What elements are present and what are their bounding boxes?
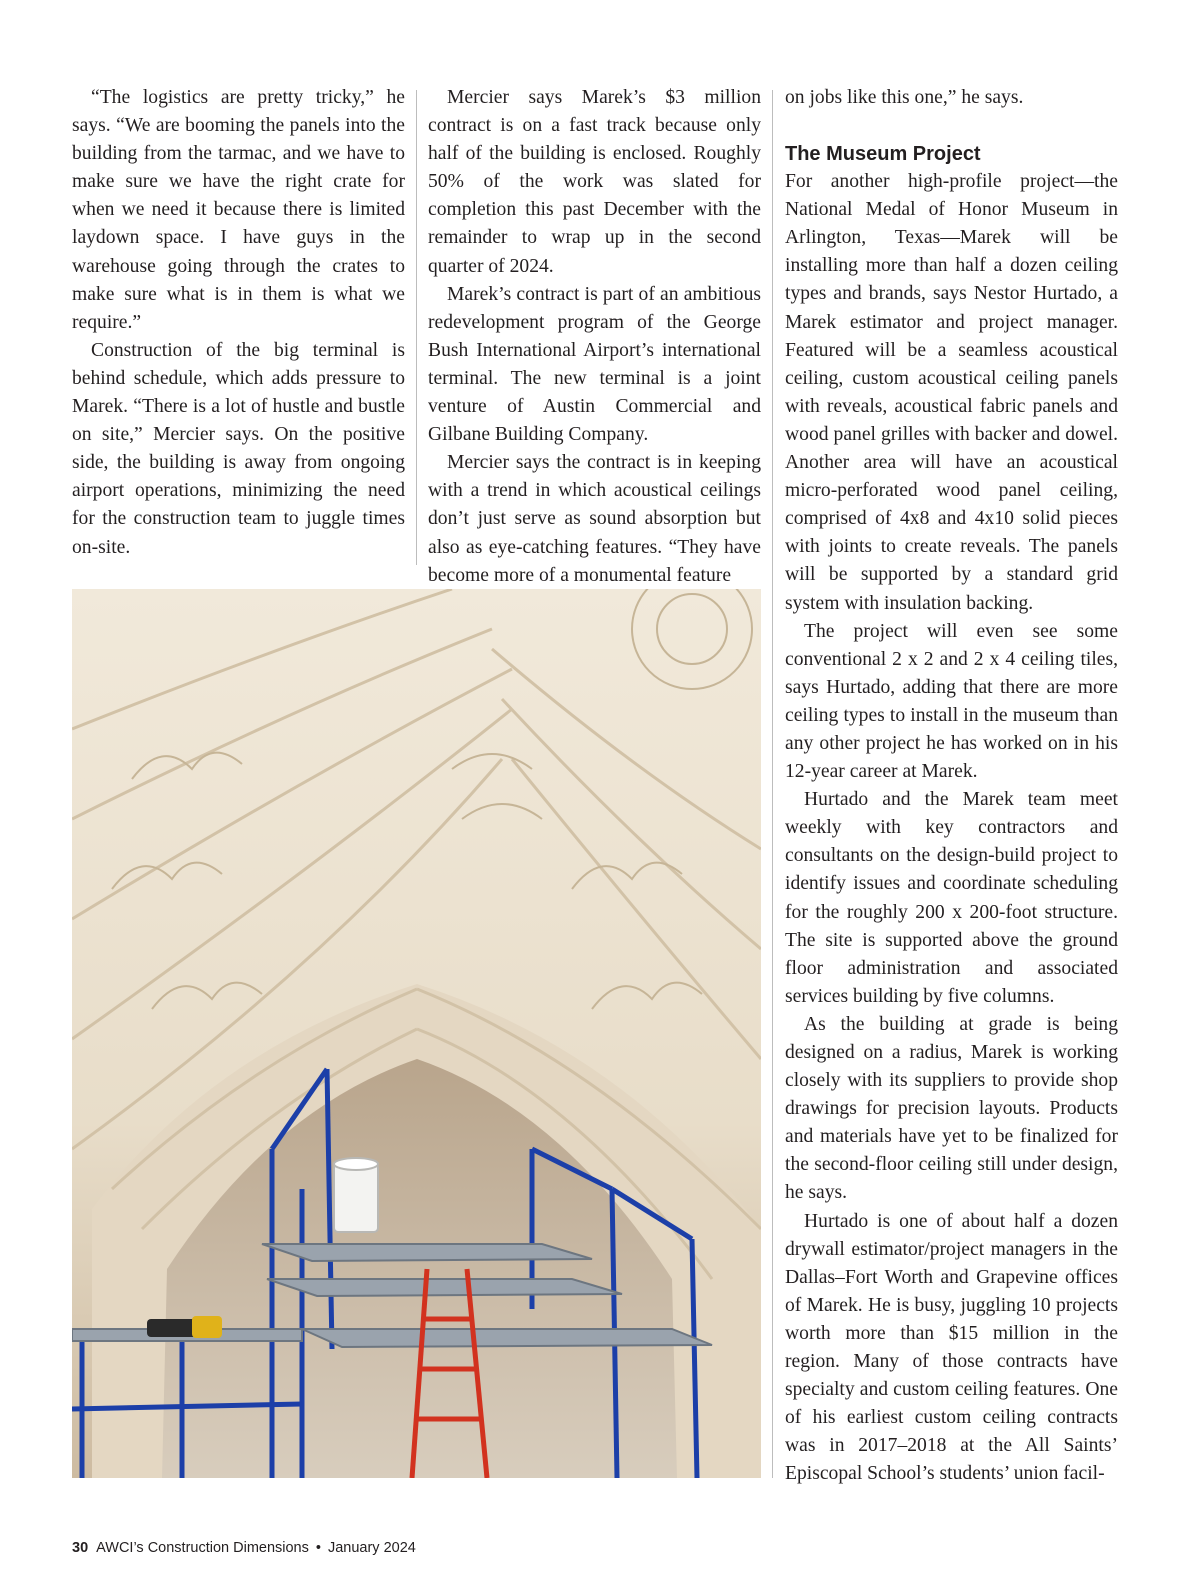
column-divider-right bbox=[772, 90, 773, 1478]
paragraph: Construction of the big terminal is behind schedule, which adds pressure to Marek. “There is a lot of hustle and bustle on site,” Mercier says. On the positive side, the building is away from ongoing airport operations, minimizing the need for the construction team to juggle times on-site. bbox=[72, 339, 405, 558]
article-column-1 bbox=[72, 84, 405, 562]
paragraph-continuation: on jobs like this one,” he says. bbox=[785, 87, 1024, 108]
paint-bucket bbox=[334, 1158, 378, 1232]
paragraph: As the building at grade is being designed on a radius, Marek is working closely with its suppliers to provide shop drawings for precision layouts. Products and materials have yet to be finalized for the second-floor ceiling still under design, he says. bbox=[785, 1013, 1118, 1204]
issue-date: January 2024 bbox=[327, 1540, 416, 1556]
vaulted-ceiling-scaffold-photo bbox=[72, 589, 761, 1478]
paragraph: Mercier says Marek’s $3 million contract is on a fast track because only half of the building is enclosed. Roughly 50% of the work was slated for completion this past December with the remainder to wrap up in the second quarter of 2024. bbox=[428, 87, 761, 277]
section-subhead: The Museum Project bbox=[785, 143, 981, 166]
article-column-2 bbox=[428, 84, 761, 590]
paragraph: Marek’s contract is part of an ambitious redevelopment program of the George Bush International Airport’s international terminal. The new terminal is a joint venture of Austin Commercial and Gilbane Building Company. bbox=[428, 283, 761, 446]
publication-name: AWCI’s Construction Dimensions bbox=[96, 1540, 309, 1556]
paragraph: Mercier says the contract is in keeping with a trend in which acoustical ceilings don’t just serve as sound absorption but also as eye-catching features. “They have become more of a monumental feature bbox=[428, 452, 761, 586]
page-number: 30 bbox=[72, 1540, 89, 1556]
paragraph: For another high-profile project—the National Medal of Honor Museum in Arlington, Texas—Marek will be installing more than half a dozen ceiling types and brands, says Nestor Hurtado, a Marek estimator and project manager. Featured will be a seamless acoustical ceiling, custom acoustical ceiling panels with reveals, acoustical fabric panels and wood panel grilles with backer and dowel. Another area will have an acoustical micro-perforated wood panel ceiling, comprised of 4x8 and 4x10 solid pieces with joints to create reveals. The panels will be supported by a standard grid system with insulation backing. bbox=[785, 171, 1118, 614]
article-column-3 bbox=[785, 84, 1118, 1489]
paragraph: The project will even see some conventional 2 x 2 and 2 x 4 ceiling tiles, says Hurtado, adding that there are more ceiling types to install in the museum than any other project he has worked on in his 12-year career at Marek. bbox=[785, 620, 1118, 783]
page-footer bbox=[72, 1540, 416, 1556]
paragraph: Hurtado and the Marek team meet weekly with key contractors and consultants on the design-build project to identify issues and coordinate scheduling for the roughly 200 x 200-foot structure. The site is supported above the ground floor administration and associated services building by five columns. bbox=[785, 789, 1118, 1007]
footer-separator: • bbox=[315, 1540, 321, 1556]
power-tool bbox=[147, 1316, 222, 1338]
paragraph: Hurtado is one of about half a dozen drywall estimator/project managers in the Dallas–Fort Worth and Grapevine offices of Marek. He is busy, juggling 10 projects worth more than $15 million in the region. Many of those contracts have specialty and custom ceiling features. One of his earliest custom ceiling contracts was in 2017–2018 at the All Saints’ Episcopal School’s students’ union facil- bbox=[785, 1210, 1118, 1485]
paragraph: “The logistics are pretty tricky,” he says. “We are booming the panels into the building from the tarmac, and we have to make sure we have the right crate for when we need it because there is limited laydown space. I have guys in the warehouse going through the crates to make sure what is in them is what we require.” bbox=[72, 87, 405, 333]
column-divider-left bbox=[416, 90, 417, 565]
